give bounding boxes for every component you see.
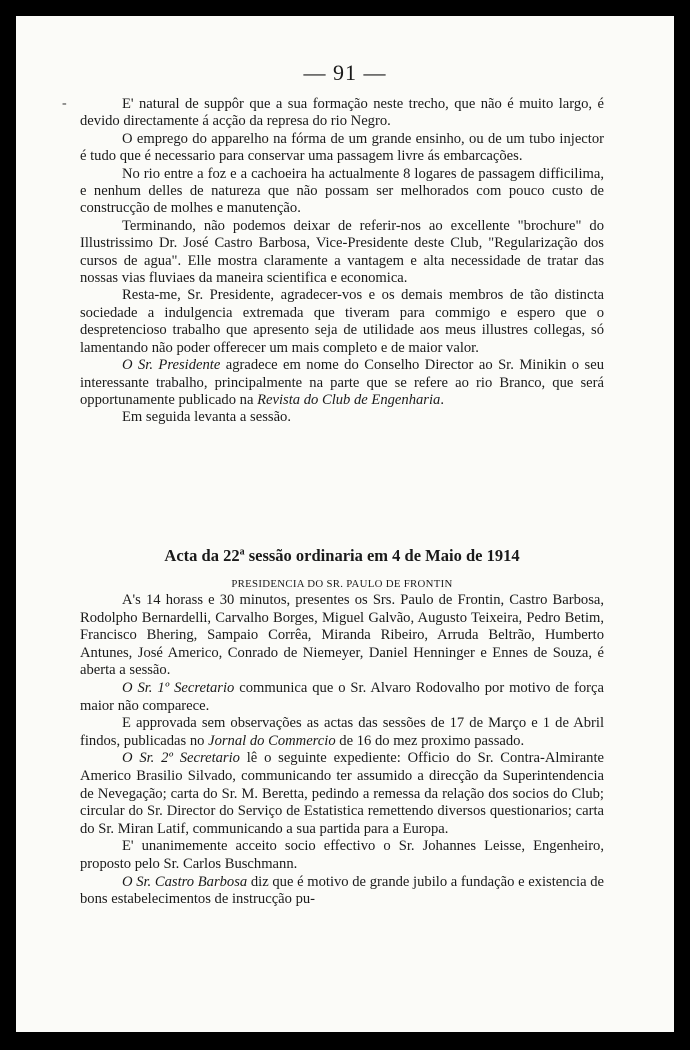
paragraph: Em seguida levanta a sessão. bbox=[122, 409, 291, 426]
paragraph: A's 14 horass e 30 minutos, presentes os Srs. Paulo de Frontin, Castro Barbosa, Rodolpho Bernardelli, Carvalho Borges, Miguel Galvão, Augusto Teixeira, Pedro Betim, Francisco Bhering, Sampaio Corrêa, Miranda Ribeiro, Arruda Beltrão, Humberto Antunes, José Americo, Conrado de Niemeyer, Daniel Henninger e Ennes de Souza, é aberta a sessão. bbox=[80, 592, 604, 679]
paragraph-text: E approvada sem observações as actas das sessões de 17 de Março e 1 de Abril findos, publicadas no bbox=[80, 715, 604, 749]
speaker: O Sr. Presidente bbox=[122, 357, 221, 374]
margin-mark: - bbox=[62, 96, 67, 111]
paragraph bbox=[80, 750, 604, 838]
document-page bbox=[16, 16, 674, 1032]
paragraph bbox=[80, 715, 604, 750]
paragraph-text: de 16 do mez proximo passado. bbox=[335, 732, 525, 749]
paragraph bbox=[80, 874, 604, 909]
paragraph: Resta-me, Sr. Presidente, agradecer-vos e os demais membros de tão distincta sociedade a indulgencia extremada que tiveram para commigo e espero que o despretencioso trabalho que apresento seja de utilidade aos meus illustres collegas, só lamentando não poder offerecer um mais completo e de maior valor. bbox=[80, 287, 604, 356]
heading-sup: a bbox=[239, 546, 245, 558]
section-heading bbox=[80, 546, 604, 566]
speaker: O Sr. Castro Barbosa bbox=[122, 873, 248, 890]
report-conclusion bbox=[80, 96, 604, 427]
speaker: O Sr. 2º Secretario bbox=[122, 750, 240, 767]
paragraph: E' natural de suppôr que a sua formação neste trecho, que não é muito largo, é devido directamente á acção da represa do rio Negro. bbox=[80, 96, 604, 130]
paragraph-text: lê o seguinte expediente: Officio do Sr. Contra-Almirante Americo Brasilio Silvado, communicando ter assumido a direcção da Superintendencia de Nevegação; carta do Sr. M. Beretta, pedindo a remessa da relação dos socios do Club; circular do Sr. Director do Serviço de Estatistica remettendo diversos questionarios; carta do Sr. Miran Latif, communicando a sua partida para a Europa. bbox=[80, 750, 604, 837]
paragraph: E' unanimemente acceito socio effectivo o Sr. Johannes Leisse, Engenheiro, proposto pelo Sr. Carlos Buschmann. bbox=[80, 838, 604, 872]
section-subheading: PRESIDENCIA DO SR. PAULO DE FRONTIN bbox=[231, 578, 453, 590]
paragraph: Terminando, não podemos deixar de referir-nos ao excellente "brochure" do Illustrissimo Dr. José Castro Barbosa, Vice-Presidente deste Club, "Regularização dos cursos de agua". Elle mostra claramente a vantagem e alta necessidade de tratar das nossas vias fluviaes da maneira scientifica e economica. bbox=[80, 217, 604, 287]
heading-pre: Acta da 22 bbox=[164, 546, 240, 565]
paragraph-text: diz que é motivo de grande jubilo a fundação e existencia de bons estabelecimentos de instrucção pu- bbox=[80, 873, 604, 908]
paragraph-text: communica que o Sr. Alvaro Rodovalho por motivo de força maior não comparece. bbox=[80, 679, 604, 714]
heading-post: sessão ordinaria em 4 de Maio de 1914 bbox=[244, 546, 520, 565]
publication-title: Revista do Club de Engenharia bbox=[257, 391, 441, 408]
paragraph: O emprego do apparelho na fórma de um grande ensinho, ou de um tubo injector é tudo que é necessario para conservar uma passagem livre ás embarcações. bbox=[80, 130, 604, 165]
publication-title: Jornal do Commercio bbox=[208, 732, 336, 749]
speaker: O Sr. 1º Secretario bbox=[122, 679, 235, 696]
paragraph bbox=[80, 680, 604, 715]
page-number: — 91 — bbox=[303, 60, 387, 85]
paragraph bbox=[80, 357, 604, 409]
paragraph-end: . bbox=[440, 391, 444, 408]
paragraph: No rio entre a foz e a cachoeira ha actualmente 8 logares de passagem difficilima, e nenhum delles de natureza que não possam ser melhorados com pouco custo de construcção de molhes e manutenção. bbox=[80, 165, 604, 217]
paragraph-text: agradece em nome do Conselho Director ao Sr. Minikin o seu interessante trabalho, principalmente na parte que se refere ao rio Branco, que será opportunamente publicado na bbox=[80, 357, 604, 408]
session-minutes bbox=[80, 592, 604, 909]
